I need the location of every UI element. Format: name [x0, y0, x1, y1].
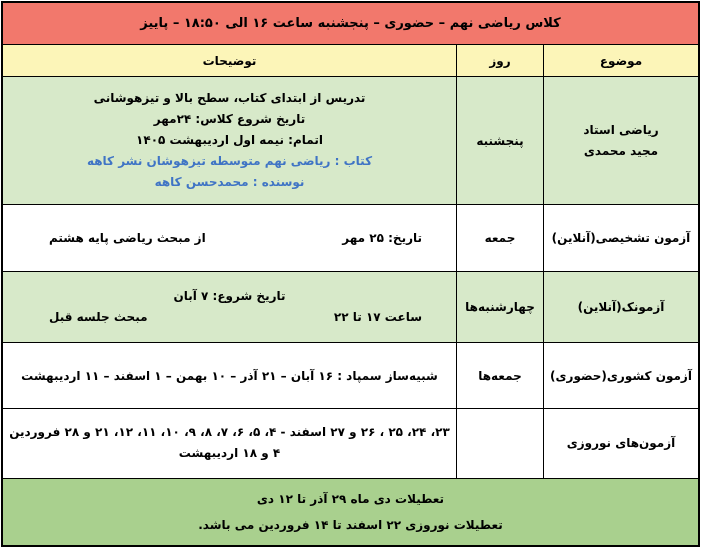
page-title: کلاس ریاضی نهم – حضوری – پنجشنبه ساعت ۱۶ الی ۱۸:۵۰ – پاییز — [3, 3, 699, 45]
schedule-table — [2, 2, 699, 546]
notes-line: تاریخ شروع کلاس: ۲۴مهر — [153, 112, 306, 127]
table-row — [3, 77, 699, 205]
header-subject: موضوع — [544, 45, 699, 77]
notes-start-date: تاریخ شروع: ۷ آبان — [173, 289, 286, 304]
subject-cell: آزمونک(آنلاین) — [544, 272, 699, 342]
notes-date: تاریخ: ۲۵ مهر — [342, 230, 422, 245]
schedule-sheet — [1, 1, 700, 547]
subject-line: مجید محمدی — [583, 143, 659, 158]
day-cell — [457, 409, 544, 478]
subject-cell: آزمون کشوری(حضوری) — [544, 342, 699, 408]
subject-cell — [544, 77, 699, 205]
header-day: روز — [457, 45, 544, 77]
footer-row — [3, 478, 699, 545]
footer-line: تعطیلات نوروزی ۲۲ اسفند تا ۱۴ فروردین می باشد. — [198, 517, 503, 532]
notes-topic: از مبحث ریاضی پایه هشتم — [49, 230, 206, 245]
header-notes: توضیحات — [3, 45, 457, 77]
notes-cell — [3, 205, 457, 272]
notes-cell — [3, 272, 457, 342]
day-cell: جمعه‌ها — [457, 342, 544, 408]
book-line: کتاب : ریاضی نهم متوسطه تیزهوشان نشر کاهه — [86, 154, 373, 169]
notes-split — [9, 228, 450, 249]
table-row — [3, 342, 699, 408]
day-cell: پنجشنبه — [457, 77, 544, 205]
notes-cell — [3, 409, 457, 478]
footer-cell — [3, 478, 699, 545]
table-row — [3, 409, 699, 478]
notes-cell: شبیه‌ساز سمپاد : ۱۶ آبان – ۲۱ آذر – ۱۰ بهمن – ۱ اسفند – ۱۱ اردیبهشت — [3, 342, 457, 408]
notes-line: اتمام: نیمه اول اردیبهشت ۱۴۰۵ — [136, 133, 323, 148]
title-row — [3, 3, 699, 45]
notes-split — [9, 307, 450, 328]
table-row — [3, 205, 699, 272]
notes-topic: مبحث جلسه قبل — [49, 310, 148, 325]
day-cell: چهارشنبه‌ها — [457, 272, 544, 342]
day-cell: جمعه — [457, 205, 544, 272]
notes-cell — [3, 77, 457, 205]
author-line: نوسنده : محمدحسن کاهه — [154, 175, 305, 190]
table-row — [3, 272, 699, 342]
notes-line: ۲۳، ۲۴، ۲۵ ، ۲۶ و ۲۷ اسفند - ۴، ۵، ۶، ۷، ۸، ۹، ۱۰، ۱۱، ۱۲، ۲۱ و ۲۸ فروردین — [9, 425, 450, 440]
header-row — [3, 45, 699, 77]
footer-line: تعطیلات دی ماه ۲۹ آذر تا ۱۲ دی — [256, 491, 445, 506]
notes-line: تدریس از ابتدای کتاب، سطح بالا و تیزهوشانی — [93, 91, 366, 106]
subject-cell: آزمون‌های نوروزی — [544, 409, 699, 478]
subject-cell: آزمون تشخیصی(آنلاین) — [544, 205, 699, 272]
subject-line: ریاضی استاد — [583, 122, 659, 137]
notes-line: ۴ و ۱۸ اردیبهشت — [178, 446, 281, 461]
notes-hours: ساعت ۱۷ تا ۲۲ — [333, 310, 422, 325]
